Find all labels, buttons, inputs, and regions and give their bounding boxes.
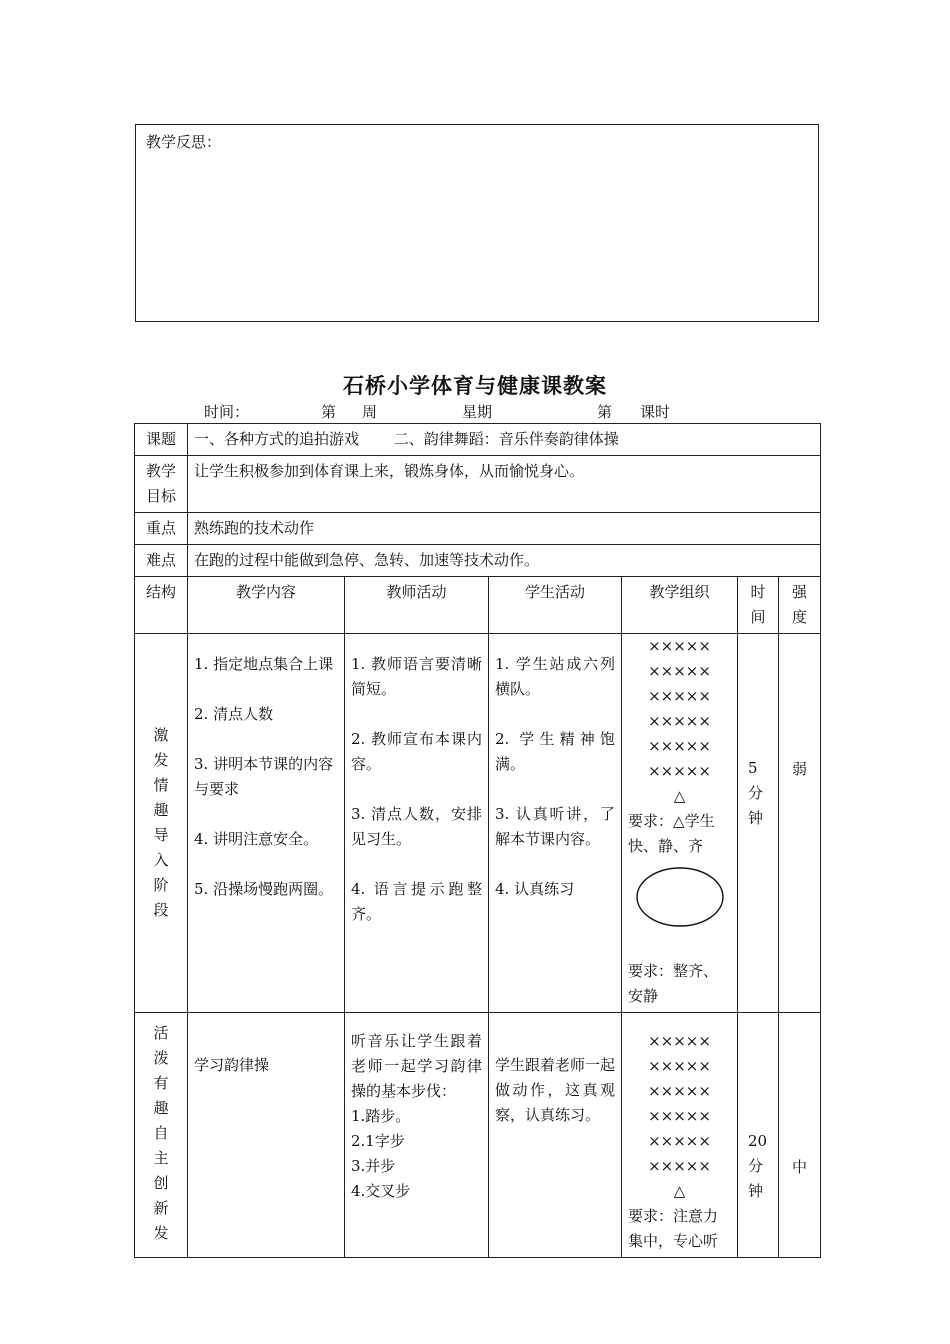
section-row-practice [135,1013,821,1258]
difficulty-label: 难点 [135,545,188,577]
formation-row: ××××× [648,762,711,780]
teacher-item: 4. 语言提示跑整齐。 [351,880,482,923]
section-intensity: 中 [779,1013,821,1258]
lesson-suffix: 课时 [640,403,671,421]
student-item: 2. 学生精神饱满。 [495,730,615,773]
time-label: 时间： [204,403,250,421]
header-intensity: 强度 [779,577,821,634]
goal-row [135,456,821,513]
key-value: 熟练跑的技术动作 [188,513,821,545]
running-track [628,859,731,945]
section-structure: 活泼有趣自主创新发 [135,1013,188,1258]
formation-row: ××××× [648,712,711,730]
section-teacher [345,1013,489,1258]
teacher-item: 3. 清点人数，安排见习生。 [351,805,482,848]
reflection-box [135,124,819,322]
requirement-1: 要求：△学生快、静、齐 [628,812,715,855]
student-item: 4. 认真练习 [495,880,575,898]
difficulty-row [135,545,821,577]
key-row [135,513,821,545]
section-student [489,634,622,1013]
formation-grid [628,1029,731,1204]
section-structure: 激发情趣导入阶段 [135,634,188,1013]
content-item: 2. 清点人数 [194,705,274,723]
formation-row: ××××× [648,637,711,655]
content-item: 1. 指定地点集合上课 [194,655,334,673]
teacher-position-icon: △ [673,787,686,805]
section-row-warmup [135,634,821,1013]
key-label: 重点 [135,513,188,545]
requirement-2: 要求：整齐、安静 [628,962,719,1005]
section-organization [622,1013,738,1258]
content-item: 3. 讲明本节课的内容与要求 [194,755,334,798]
topic-row [135,424,821,456]
header-row [135,577,821,634]
section-time: 20分钟 [738,1013,779,1258]
formation-row: ××××× [648,687,711,705]
header-content: 教学内容 [188,577,345,634]
time-line [0,401,950,423]
goal-value: 让学生积极参加到体育课上来，锻炼身体，从而愉悦身心。 [188,456,821,513]
ellipse-track-icon [635,867,725,927]
header-teacher: 教师活动 [345,577,489,634]
header-organization: 教学组织 [622,577,738,634]
content-item: 5. 沿操场慢跑两圈。 [194,880,334,898]
step-item: 1.踏步。 [351,1107,411,1125]
formation-row: ××××× [648,1107,711,1125]
topic-label: 课题 [135,424,188,456]
formation-row: ××××× [648,1082,711,1100]
goal-label: 教学目标 [135,456,188,513]
teacher-item: 2. 教师宣布本课内容。 [351,730,482,773]
formation-row: ××××× [648,1032,711,1050]
lesson-prefix: 第 [597,403,613,421]
section-content [188,634,345,1013]
content-item: 4. 讲明注意安全。 [194,830,319,848]
step-item: 2.1字步 [351,1132,405,1150]
header-structure: 结构 [135,577,188,634]
section-intensity: 弱 [779,634,821,1013]
header-student: 学生活动 [489,577,622,634]
formation-row: ××××× [648,1057,711,1075]
reflection-label: 教学反思： [146,133,222,151]
weekday-label: 星期 [462,403,493,421]
header-time: 时间 [738,577,779,634]
teacher-position-icon: △ [673,1182,686,1200]
student-item: 1. 学生站成六列横队。 [495,655,615,698]
teacher-item: 1. 教师语言要清晰简短。 [351,655,482,698]
formation-row: ××××× [648,662,711,680]
section-organization [622,634,738,1013]
lesson-plan-table [134,423,821,1258]
formation-row: ××××× [648,1157,711,1175]
step-item: 4.交叉步 [351,1182,411,1200]
section-time: 5分钟 [738,634,779,1013]
topic-value: 一、各种方式的追拍游戏 二、韵律舞蹈：音乐伴奏韵律体操 [188,424,821,456]
page-title: 石桥小学体育与健康课教案 [343,373,607,398]
triangle-icon: △ [673,812,685,830]
formation-row: ××××× [648,737,711,755]
section-student [489,1013,622,1258]
section-teacher [345,634,489,1013]
difficulty-value: 在跑的过程中能做到急停、急转、加速等技术动作。 [188,545,821,577]
week-prefix: 第 [321,403,337,421]
requirement: 要求：注意力集中，专心听 [628,1207,719,1250]
teacher-intro: 听音乐让学生跟着老师一起学习韵律操的基本步伐： [351,1032,482,1100]
section-content [188,1013,345,1258]
formation-row: ××××× [648,1132,711,1150]
student-item: 3. 认真听讲，了解本节课内容。 [495,805,615,848]
week-suffix: 周 [362,403,378,421]
student-item: 学生跟着老师一起做动作，这真观察，认真练习。 [495,1056,616,1124]
content-item: 学习韵律操 [194,1056,270,1074]
step-item: 3.并步 [351,1157,396,1175]
formation-grid [628,634,731,809]
